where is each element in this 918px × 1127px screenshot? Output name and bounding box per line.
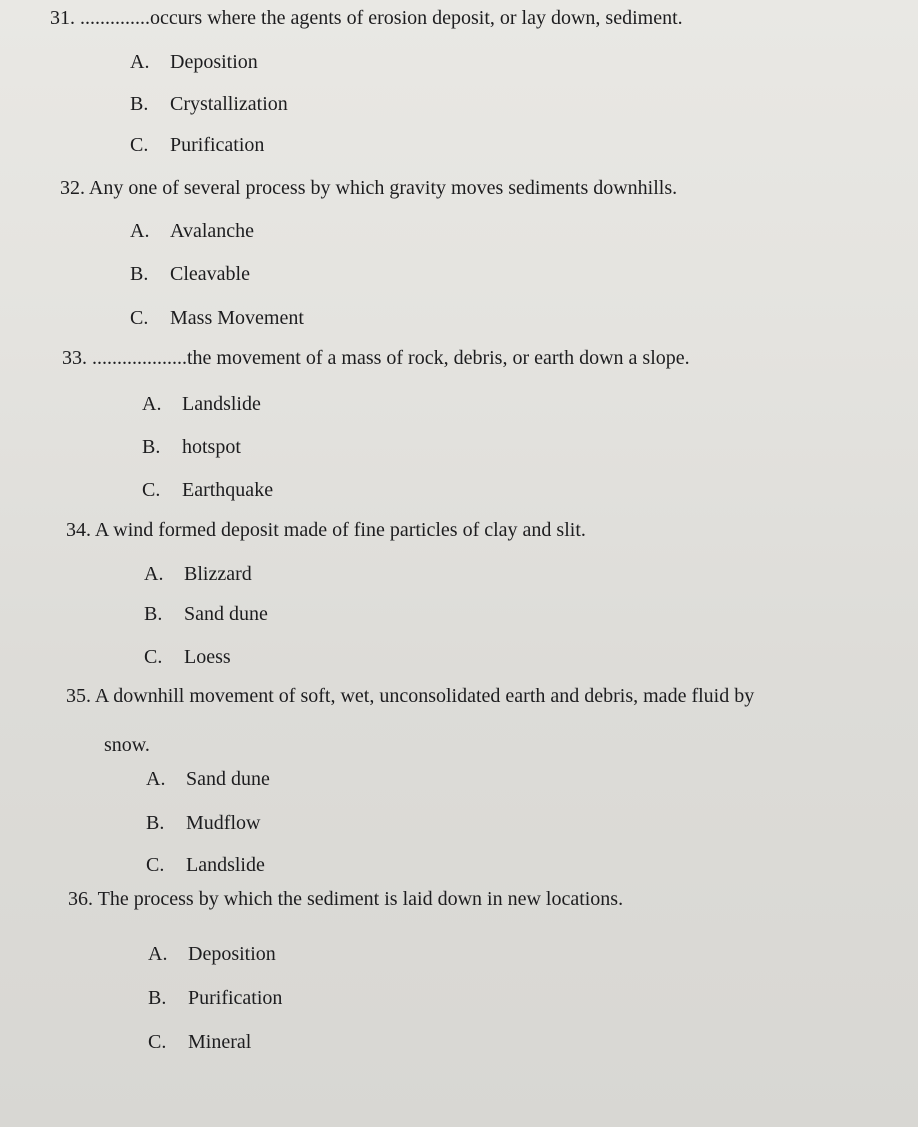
question-text: A wind formed deposit made of fine particles of clay and slit. <box>94 519 586 541</box>
option-text: hotspot <box>182 436 241 458</box>
question-text: occurs where the agents of erosion deposit, or lay down, sediment. <box>150 7 683 29</box>
option-letter: A. <box>142 393 162 415</box>
question-number: 31. <box>50 7 75 29</box>
question-36 <box>68 887 623 911</box>
question-text: A downhill movement of soft, wet, unconsolidated earth and debris, made fluid by <box>94 685 755 707</box>
option-31-b <box>130 92 288 116</box>
option-text: Purification <box>188 987 283 1009</box>
option-letter: B. <box>146 812 165 834</box>
option-text: Landslide <box>182 393 261 415</box>
option-35-b <box>146 811 260 835</box>
question-number: 35. <box>66 685 91 707</box>
answer-blank: .............. <box>80 7 150 29</box>
question-32 <box>60 176 677 200</box>
question-number: 34. <box>66 519 91 541</box>
option-text: Deposition <box>188 943 276 965</box>
question-number: 32. <box>60 177 85 199</box>
option-letter: C. <box>148 1031 167 1053</box>
option-text: Blizzard <box>184 563 252 585</box>
question-35-continued <box>104 733 150 757</box>
question-text: the movement of a mass of rock, debris, or earth down a slope. <box>187 347 690 369</box>
option-text: Purification <box>170 134 265 156</box>
option-letter: A. <box>130 220 150 242</box>
option-text: Sand dune <box>186 768 270 790</box>
question-31 <box>50 6 683 30</box>
option-36-b <box>148 986 282 1010</box>
question-34 <box>66 518 586 542</box>
option-letter: A. <box>146 768 166 790</box>
option-text: Mineral <box>188 1031 252 1053</box>
question-35 <box>66 684 754 708</box>
option-35-c <box>146 853 265 877</box>
option-31-a <box>130 50 258 74</box>
option-32-b <box>130 262 250 286</box>
option-35-a <box>146 767 270 791</box>
option-34-a <box>144 562 252 586</box>
question-text: The process by which the sediment is laid down in new locations. <box>97 888 624 910</box>
option-letter: B. <box>130 263 149 285</box>
option-31-c <box>130 133 264 157</box>
option-32-c <box>130 306 304 330</box>
option-letter: B. <box>144 603 163 625</box>
option-text: Deposition <box>170 51 258 73</box>
option-letter: B. <box>148 987 167 1009</box>
option-text: Avalanche <box>170 220 255 242</box>
option-34-c <box>144 645 231 669</box>
option-text: Mass Movement <box>170 307 304 329</box>
question-text-continued: snow. <box>104 734 150 756</box>
option-letter: B. <box>142 436 161 458</box>
option-letter: B. <box>130 93 149 115</box>
option-letter: A. <box>144 563 164 585</box>
option-36-a <box>148 942 276 966</box>
option-text: Sand dune <box>184 603 268 625</box>
option-33-b <box>142 435 241 459</box>
question-33 <box>62 346 690 370</box>
option-text: Crystallization <box>170 93 288 115</box>
option-text: Earthquake <box>182 479 274 501</box>
question-text: Any one of several process by which gravity moves sediments downhills. <box>88 177 678 199</box>
option-letter: A. <box>148 943 168 965</box>
option-letter: C. <box>142 479 161 501</box>
option-34-b <box>144 602 268 626</box>
option-32-a <box>130 219 254 243</box>
option-36-c <box>148 1030 251 1054</box>
answer-blank: ................... <box>92 347 187 369</box>
option-33-a <box>142 392 261 416</box>
question-number: 33. <box>62 347 87 369</box>
option-text: Landslide <box>186 854 265 876</box>
option-text: Cleavable <box>170 263 250 285</box>
option-letter: C. <box>130 134 149 156</box>
option-letter: C. <box>130 307 149 329</box>
option-letter: A. <box>130 51 150 73</box>
option-text: Mudflow <box>186 812 261 834</box>
option-text: Loess <box>184 646 231 668</box>
question-number: 36. <box>68 888 93 910</box>
option-letter: C. <box>146 854 165 876</box>
option-letter: C. <box>144 646 163 668</box>
option-33-c <box>142 478 273 502</box>
